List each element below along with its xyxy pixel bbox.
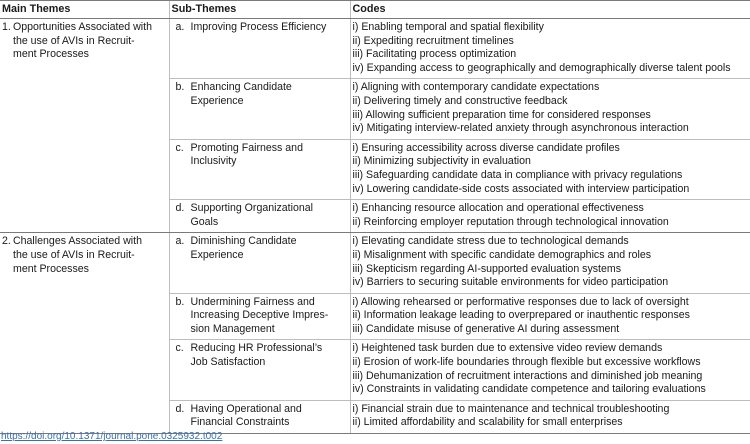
main-theme-cell [0,19,169,233]
codes-cell [350,400,750,433]
sub-theme-title-line: Inclusivity [190,155,237,168]
sub-theme-title-line: Increasing Deceptive Impres- [190,309,329,322]
sub-theme-letter: c. [175,141,184,154]
sub-theme-letter: d. [175,402,185,415]
code-item: iii) Safeguarding candidate data in compliance with privacy regulations [352,168,683,181]
main-theme-cell [0,233,169,434]
sub-theme-letter: c. [175,342,184,355]
main-theme-title [13,235,142,276]
sub-theme-title [191,21,327,35]
code-item: ii) Information leakage leading to overprepared or inauthentic responses [352,309,690,322]
sub-theme-cell [169,340,350,400]
codes-cell [350,19,750,79]
sub-theme-title-line: Undermining Fairness and [190,295,315,308]
code-item: iii) Skepticism regarding AI-supported evaluation systems [352,262,621,275]
codes-cell [350,340,750,400]
code-item: iv) Barriers to securing suitable environments for video participation [352,276,669,289]
table-header-row [0,1,750,19]
sub-theme-title [191,296,329,337]
sub-theme-title-line: Diminishing Candidate [190,235,297,248]
sub-theme-cell [169,19,350,79]
codes-cell [350,139,750,199]
code-item: ii) Erosion of work-life boundaries through flexible but excessive workflows [352,356,701,369]
code-item: i) Enhancing resource allocation and operational effectiveness [352,202,644,215]
code-item: iii) Facilitating process optimization [352,48,517,61]
sub-theme-letter: b. [175,295,185,308]
code-item: i) Enabling temporal and spatial flexibility [352,21,544,33]
main-theme-title [13,21,152,62]
code-item: iii) Allowing sufficient preparation time for considered responses [352,108,651,121]
sub-theme-title-line: Promoting Fairness and [190,141,303,154]
code-item: ii) Misalignment with specific candidate demographics and roles [352,248,652,261]
main-theme-title-line: the use of AVIs in Recruit- [13,248,135,261]
sub-theme-letter: b. [175,81,185,94]
sub-theme-cell [169,139,350,199]
sub-theme-title-line: Reducing HR Professional’s [190,342,323,355]
sub-theme-title-line: Experience [190,94,244,107]
main-theme-title-line: Opportunities Associated with [13,21,152,33]
code-item: iv) Lowering candidate-side costs associated with interview participation [352,182,690,195]
code-item: ii) Minimizing subjectivity in evaluation [352,155,531,168]
sub-theme-title-line: Supporting Organizational [190,202,313,215]
sub-theme-title [191,202,314,229]
code-item: iv) Constraints in validating candidate competence and tailoring evaluations [352,383,706,396]
codes-cell [350,79,750,139]
sub-theme-cell [169,79,350,139]
sub-theme-title-line: Having Operational and [190,402,302,415]
main-theme-title-line: the use of AVIs in Recruit- [13,34,135,47]
codes-cell [350,293,750,340]
sub-theme-letter: a. [175,21,185,33]
code-item: i) Aligning with contemporary candidate expectations [352,81,600,94]
code-item: i) Financial strain due to maintenance and technical troubleshooting [352,402,670,415]
code-item: iii) Candidate misuse of generative AI during assessment [352,322,620,335]
main-theme-title-line: ment Processes [13,48,89,61]
sub-theme-title [191,342,323,369]
table-row [0,233,750,293]
header-main-themes: Main Themes [0,1,169,19]
table-body [0,19,750,434]
code-item: i) Elevating candidate stress due to technological demands [352,235,629,248]
table-row [0,19,750,79]
codes-cell [350,200,750,233]
header-codes: Codes [350,1,750,19]
sub-theme-title-line: Financial Constraints [190,416,290,429]
main-theme-number: 2. [2,235,11,248]
code-item: ii) Delivering timely and constructive feedback [352,94,568,107]
code-item: iv) Mitigating interview-related anxiety through asynchronous interaction [352,122,689,135]
code-item: iii) Dehumanization of recruitment interactions and diminished job meaning [352,369,703,382]
sub-theme-letter: d. [175,202,185,215]
sub-theme-cell [169,200,350,233]
code-item: i) Heightened task burden due to extensive video review demands [352,342,663,355]
code-item: ii) Limited affordability and scalability for small enterprises [352,416,623,429]
sub-theme-title [191,235,297,262]
code-item: ii) Expediting recruitment timelines [352,34,514,47]
code-item: i) Ensuring accessibility across diverse candidate profiles [352,141,620,154]
sub-theme-letter: a. [175,235,185,248]
sub-theme-title-line: sion Management [190,322,275,335]
code-item: i) Allowing rehearsed or performative responses due to lack of oversight [352,295,689,308]
doi-link[interactable]: https://doi.org/10.1371/journal.pone.0325932.t002 [1,431,223,442]
header-sub-themes: Sub-Themes [169,1,350,19]
main-theme-number: 1. [2,21,11,33]
sub-theme-title [191,403,302,430]
sub-theme-title-line: Enhancing Candidate [190,81,292,94]
sub-theme-title-line: Improving Process Efficiency [190,21,327,33]
sub-theme-title [191,81,292,108]
sub-theme-title-line: Job Satisfaction [190,356,266,369]
code-item: ii) Reinforcing employer reputation through technological innovation [352,215,669,228]
sub-theme-title-line: Experience [190,248,244,261]
sub-theme-cell [169,400,350,433]
code-item: iv) Expanding access to geographically and demographically diverse talent pools [352,61,731,74]
sub-theme-cell [169,233,350,293]
sub-theme-title [191,142,303,169]
sub-theme-cell [169,293,350,340]
main-theme-title-line: Challenges Associated with [13,235,142,248]
sub-theme-title-line: Goals [190,215,219,228]
main-theme-title-line: ment Processes [13,262,89,275]
codes-cell [350,233,750,293]
